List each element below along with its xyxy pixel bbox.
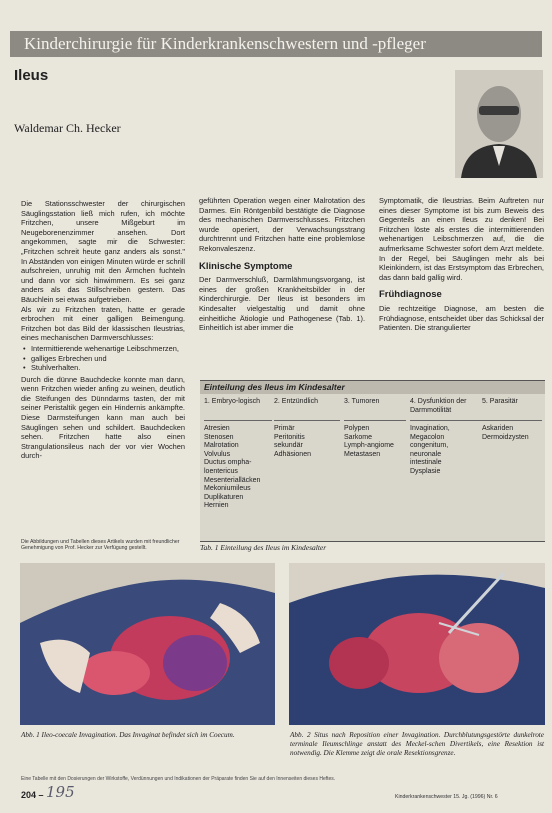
journal-reference: Kinderkrankenschwester 15. Jg. (1996) Nr. 6 bbox=[395, 794, 498, 800]
column-header: 4. Dysfunktion der Darmmotilität bbox=[410, 398, 482, 421]
cell: Sarkome bbox=[344, 433, 373, 441]
cell: Polypen bbox=[344, 425, 370, 432]
cell: Atresien bbox=[204, 425, 230, 432]
cell: Mesenterialläcken bbox=[204, 476, 261, 484]
section-heading: Klinische Symptome bbox=[199, 260, 293, 272]
author-name: Waldemar Ch. Hecker bbox=[14, 121, 121, 135]
figure-caption-2: Abb. 2 Situs nach Reposition einer Invagination. Durchblutungsgestörte dunkelrote terminale Ileumschlinge anstatt des Meckel-schen Divertikels, eine Resektion ist notwendig. Die Klemme zeigt die orale Resektionsgrenze. bbox=[290, 731, 544, 757]
table-column bbox=[482, 398, 542, 442]
cell: Invagination, bbox=[410, 425, 450, 432]
cell: Mekoniumileus bbox=[204, 485, 251, 493]
cell: congenitum, bbox=[410, 442, 449, 450]
cell: Primär bbox=[274, 425, 295, 432]
list-item: • Stuhlverhalten. bbox=[21, 363, 185, 373]
page-number: 204 – bbox=[21, 790, 44, 800]
cell: Hernien bbox=[204, 502, 229, 510]
list-item: • Intermittierende wehenartige Leibschmerzen, bbox=[21, 344, 185, 354]
list-item: • galliges Erbrechen und bbox=[21, 354, 185, 364]
paragraph: geführten Operation wegen einer Malrotation des Darmes. Ein Röntgenbild bestätigte die Diagnose des mechanischen Darmverschlusses. Fritzchen wurde operiert, der Verwachsungsstrang durchtrennt und Fritzchen hatte eine problemlose Rekonvaleszenz. bbox=[199, 196, 365, 253]
section-banner: Kinderchirurgie für Kinderkrankenschwestern und -pfleger bbox=[10, 31, 542, 57]
table-column bbox=[274, 398, 340, 459]
surgical-photo-1 bbox=[20, 563, 275, 725]
cell: Askariden bbox=[482, 425, 514, 432]
cell: Stenosen bbox=[204, 433, 234, 441]
column-header: 5. Parasitär bbox=[482, 398, 542, 421]
section-heading: Frühdiagnose bbox=[379, 289, 442, 301]
cell: Megacolon bbox=[410, 433, 445, 441]
column-header: 3. Tumoren bbox=[344, 398, 406, 421]
cell: Malrotation bbox=[204, 442, 239, 450]
author-photo bbox=[455, 70, 543, 178]
paragraph: Die Stationsschwester der chirurgischen Säuglingsstation ließ mich rufen, ich möchte Fritzchen, unsere Mißgeburt im Neugeborenenzimmer ansehen. Dort angekommen, sagte mir die Schwester: „Fritzchen schreit heute ganz anders als sonst." In Abständen von einigen Minuten würde er schrill aufschreien, unruhig mit den Ärmchen fuchteln und dann vor sich hinwimmern. Es sei ganz anders als das Stillschreiben gestern. Das Bäuchlein sei etwas aufgetrieben. bbox=[21, 199, 185, 304]
cell: Peritonitis bbox=[274, 433, 305, 441]
cell: intestinale bbox=[410, 459, 442, 467]
paragraph: Die rechtzeitige Diagnose, am besten die Frühdiagnose, entscheidet über das Schicksal der Patienten. Die strangulierter bbox=[379, 303, 544, 333]
handwritten-number: 195 bbox=[46, 783, 75, 801]
footnote: Eine Tabelle mit den Dosierungen der Wirkstoffe, Verdünnungen und Indikationen der Präparate finden Sie auf den Innenseiten dieses Heftes. bbox=[21, 776, 336, 782]
table-column bbox=[344, 398, 406, 459]
paragraph: Als wir zu Fritzchen traten, hatte er gerade erbrochen mit einer galligen Beimengung. Fritzchen bot das Bild der klassischen Ileustrias, eines mechanischen Darmverschlusses: bbox=[21, 304, 185, 343]
paragraph: Der Darmverschluß, Darmlähmungsvorgang, ist eines der großen Krankheitsbilder in der Kinderchirurgie. Der Ileus ist besonders im Kindesalter vielgestaltig und damit ohne einheitliche Ätiologie und Pathogenese (Tab. 1). Einheitlich ist aber immer die bbox=[199, 275, 365, 333]
column-3 bbox=[379, 196, 544, 333]
cell: Duplikaturen bbox=[204, 493, 244, 501]
classification-table bbox=[200, 380, 545, 542]
column-header: 2. Entzündlich bbox=[274, 398, 340, 421]
cell: sekundär bbox=[274, 442, 303, 450]
cell: Volvulus bbox=[204, 450, 231, 458]
table-title: Einteilung des Ileus im Kindesalter bbox=[200, 381, 545, 394]
figure-caption-1: Abb. 1 Ileo-coecale Invagination. Das Invaginat befindet sich im Coecum. bbox=[21, 731, 235, 739]
cell: Dysplasie bbox=[410, 467, 441, 475]
table-caption: Tab. 1 Einteilung des Ileus im Kindesalter bbox=[200, 543, 327, 552]
cell: Metastasen bbox=[344, 450, 381, 458]
paragraph: Durch die dünne Bauchdecke konnte man dann, wenn Fritzchen wieder anfing zu weinen, deutlich die Steifungen des Dünndarms tasten, der mit seiner Peristaltik gegen ein Hindernis ankämpfte. Diese Darmsteifungen kann man auch bei Säuglingen sehen und schildert. Bauchdecken sehen. Fritzchen hatte also einen Strangulationsileus nach der vor vier Wochen durch- bbox=[21, 374, 185, 461]
column-2 bbox=[199, 196, 365, 333]
cell: Adhäsionen bbox=[274, 450, 311, 458]
table-column bbox=[204, 398, 272, 511]
cell: Lymph-angiome bbox=[344, 442, 394, 450]
cell: Dermoidzysten bbox=[482, 433, 529, 441]
symptom-list bbox=[21, 344, 185, 373]
image-credit: Die Abbildungen und Tabellen dieses Artikels wurden mit freundlicher Genehmigung von Prof. Hecker zur Verfügung gestellt. bbox=[21, 539, 180, 552]
paragraph: Symptomatik, die Ileustrias. Beim Auftreten nur eines dieser Symptome ist bis zum Beweis des Gegenteils an einen Ileus zu denken! Bei Fritzchen löste als erstes die intermittierenden wehenartigen Leibschmerzen auf, die die aufmerksame Schwester sofort dem Arzt meldete. In der Regel, bei Säuglingen mehr als bei Kleinkindern, ist das Erstsymptom das Erbrechen, das dann bald gallig wird. bbox=[379, 196, 544, 282]
column-1 bbox=[21, 199, 185, 461]
article-title: Ileus bbox=[14, 67, 49, 84]
surgical-photo-2 bbox=[289, 563, 545, 725]
cell: neuronale bbox=[410, 450, 442, 458]
table-column bbox=[410, 398, 482, 477]
cell: Ductus ompha-loentericus bbox=[204, 459, 252, 475]
column-header: 1. Embryo-logisch bbox=[204, 398, 272, 421]
